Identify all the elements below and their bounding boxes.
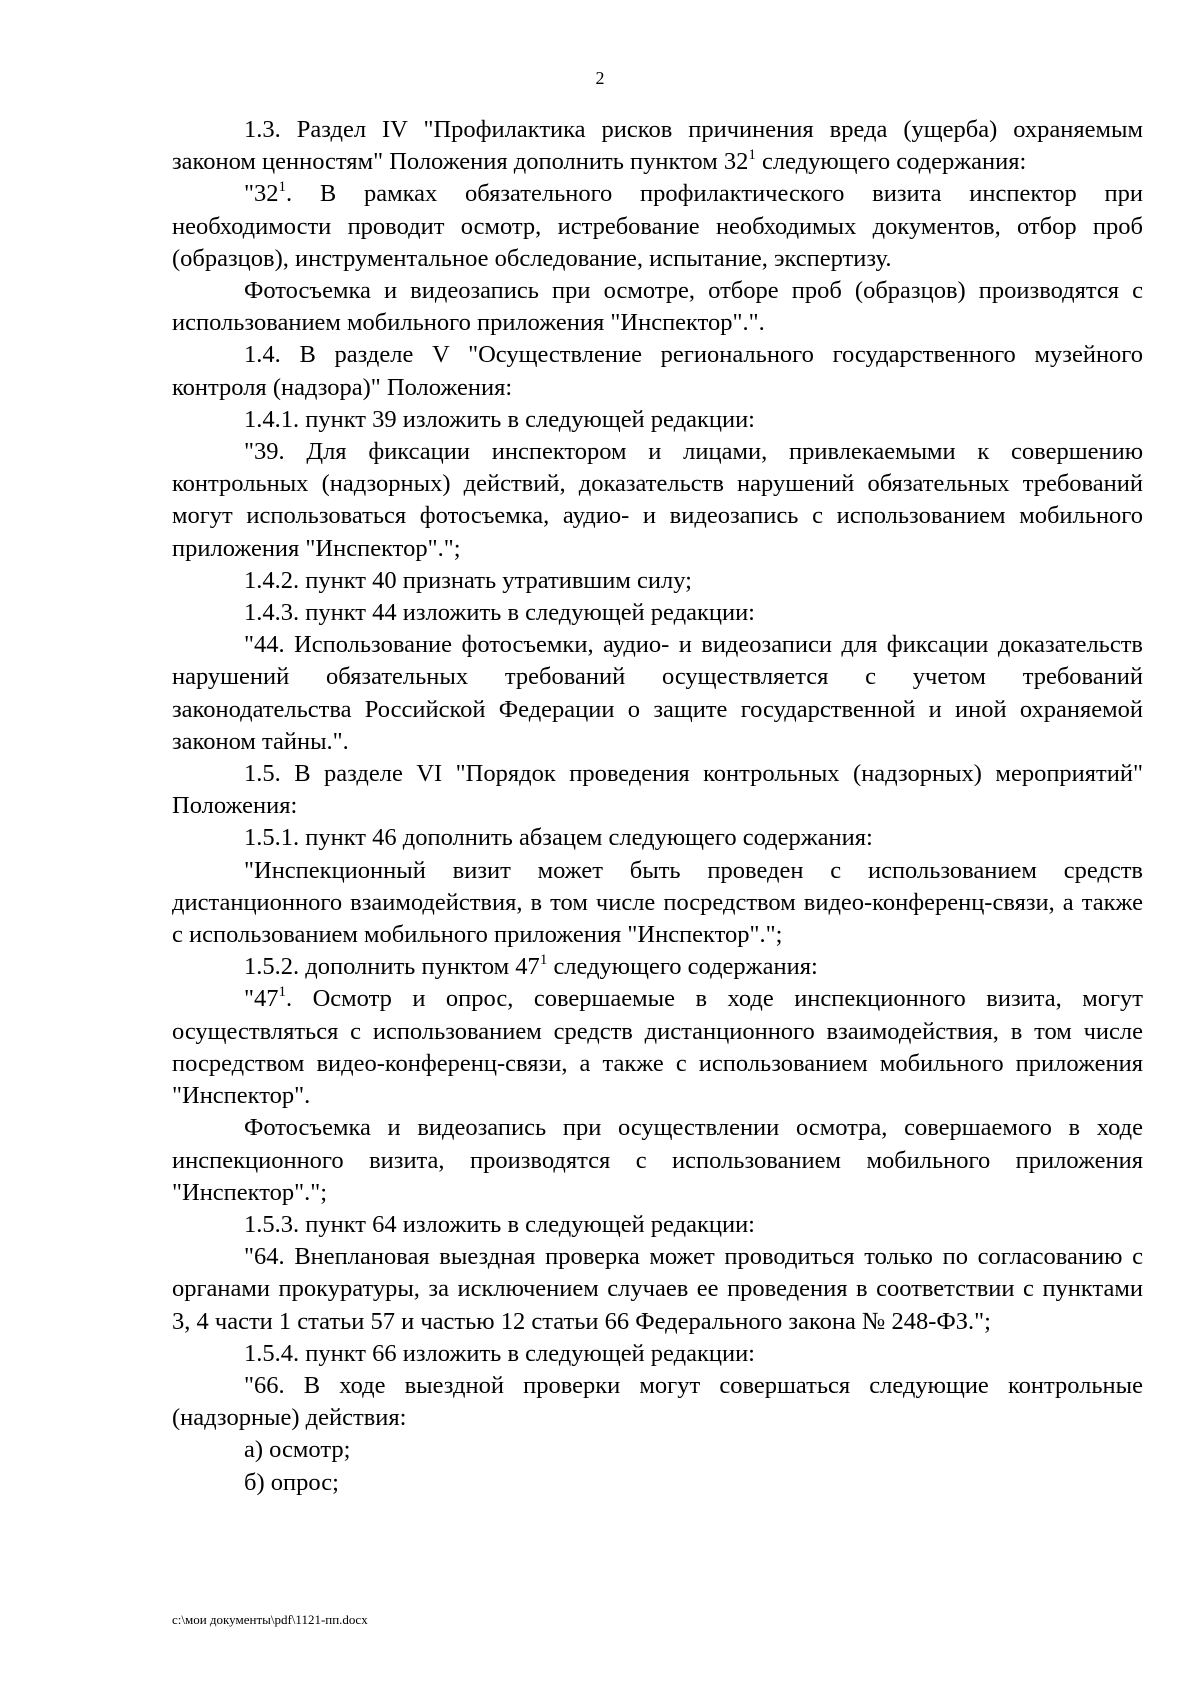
page-number: 2 [595, 68, 605, 88]
paragraph-1-4: 1.4. В разделе V "Осуществление регионального государственного музейного контроля (надзора)" Положения: [172, 341, 1143, 401]
document-body [172, 114, 1143, 1499]
paragraph-1-5-2: 1.5.2. дополнить пунктом $47^1$ следующего содержания: [244, 952, 818, 981]
paragraph-photo-video-2: Фотосъемка и видеозапись при осуществлении осмотра, совершаемого в ходе инспекционного визита, производятся с использованием мобильного приложения "Инспектор"."; [172, 1114, 1143, 1206]
paragraph-1-5-4: 1.5.4. пункт 66 изложить в следующей редакции: [244, 1339, 755, 1367]
paragraph-1-4-3: 1.4.3. пункт 44 изложить в следующей редакции: [244, 599, 755, 627]
paragraph-64: "64. Внеплановая выездная проверка может проводиться только по согласованию с органами прокуратуры, за исключением случаев ее проведения в соответствии с пунктами 3, 4 части 1 статьи 57 и частью 12 статьи 66 Федерального закона № 248-ФЗ."; [172, 1243, 1143, 1335]
paragraph-66: "66. В ходе выездной проверки могут совершаться следующие контрольные (надзорные) действия: [172, 1371, 1143, 1432]
paragraph-inspection-visit: "Инспекционный визит может быть проведен с использованием средств дистанционного взаимодействия, в том числе посредством видео-конференц-связи, а также с использованием мобильного приложения "Инспектор"."; [172, 856, 1143, 949]
list-item-b: б) опрос; [244, 1468, 339, 1496]
paragraph-1-5-1: 1.5.1. пункт 46 дополнить абзацем следующего содержания: [244, 824, 873, 852]
paragraph-1-5: 1.5. В разделе VI "Порядок проведения контрольных (надзорных) мероприятий" Положения: [172, 760, 1143, 820]
paragraph-1-4-1: 1.4.1. пункт 39 изложить в следующей редакции: [244, 405, 755, 433]
paragraph-39: "39. Для фиксации инспектором и лицами, привлекаемыми к совершению контрольных (надзорных) действий, доказательств нарушений обязательных требований могут использоваться фотосъемка, аудио- и видеозапись с использованием мобильного приложения "Инспектор"."; [172, 438, 1143, 562]
footer-file-path: c:\мои документы\pdf\1121-пп.docx [172, 1612, 368, 1627]
paragraph-1-4-2: 1.4.2. пункт 40 признать утратившим силу; [244, 566, 692, 594]
paragraph-1-5-3: 1.5.3. пункт 64 изложить в следующей редакции: [244, 1210, 755, 1238]
paragraph-47-1: "$47^1$. Осмотр и опрос, совершаемые в ходе инспекционного визита, могут осуществляться с использованием средств дистанционного взаимодействия, в том числе посредством видео-конференц-связи, а также с использованием мобильного приложения "Инспектор". [172, 984, 1143, 1110]
paragraph-44: "44. Использование фотосъемки, аудио- и видеозаписи для фиксации доказательств нарушений обязательных требований осуществляется с учетом требований законодательства Российской Федерации о защите государственной и иной охраняемой законом тайны.". [172, 631, 1143, 755]
paragraph-1-3: 1.3. Раздел IV "Профилактика рисков причинения вреда (ущерба) охраняемым законом ценностям" Положения дополнить пунктом $32^1$ следующего содержания: [172, 116, 1143, 176]
list-item-a: а) осмотр; [244, 1436, 351, 1464]
paragraph-32-1: "$32^1$. В рамках обязательного профилактического визита инспектор при необходимости проводит осмотр, истребование необходимых документов, отбор проб (образцов), инструментальное обследование, испытание, экспертизу. [172, 179, 1143, 272]
paragraph-photo-video-1: Фотосъемка и видеозапись при осмотре, отборе проб (образцов) производятся с использованием мобильного приложения "Инспектор".". [172, 277, 1143, 337]
